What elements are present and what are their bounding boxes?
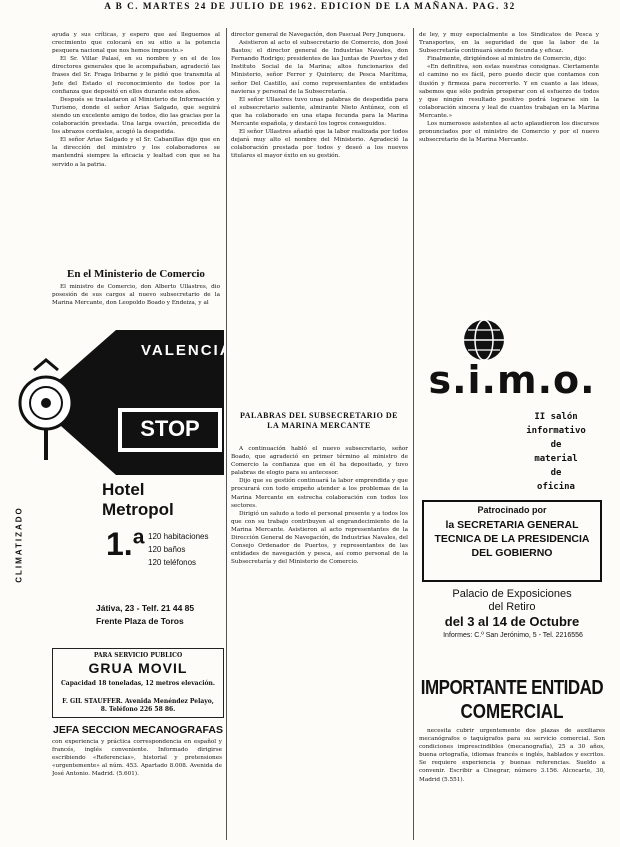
simo-line: II salón xyxy=(534,412,578,422)
simo-sponsor-box xyxy=(422,500,602,582)
sponsor-label: Patrocinado por xyxy=(477,505,547,515)
paragraph: Asistieron al acto el subsecretario de Comercio, don José Bastos; el director general de Industrias Navales, don Fernando Rodrigo; presidentes de las Juntas de Puertos y del Instituto Social de la Marina; altos funcionarios del Ministerio, señor Ferrer y Quintero; de Pesca Marítima, señor Del Castillo, así como representantes de entidades navieras y personal de la Subsecretaría. xyxy=(231,40,408,95)
comercio-text xyxy=(52,283,220,317)
simo-lines xyxy=(506,410,606,494)
paragraph: A continuación habló el nuevo subsecretario, señor Boado, que agradeció en primer término al ministro de Comercio la confianza que en él ha depositado, y tuvo palabras de elogio para su antecesor. xyxy=(231,446,408,477)
stop-label: STOP xyxy=(140,416,200,441)
entidad-title1: IMPORTANTE ENTIDAD xyxy=(420,676,604,699)
city-label: VALENCIA xyxy=(141,342,233,359)
paragraph: El señor Ullastres añadió que la labor realizada por todos dejará muy alto el nombre del Ministerio. Agradeció la colaboración prestada por todos y deseó a los nuevos titulares el mayor éxito en su gestión. xyxy=(231,129,408,160)
paragraph: El Sr. Villar Palasí, en su nombre y en el de los directores generales que le acompañaban, agradeció las frases del Sr. Fraga Iribarne y le pidió que transmita al Jefe del Estado el reconocimiento de todos por la confianza que depositó en ellos durante estos años. xyxy=(52,56,220,95)
feature-item: 120 habitaciones xyxy=(148,532,209,541)
palabras-headline: PALABRAS DEL SUBSECRETARIO DE LA MARINA MERCANTE xyxy=(239,411,398,430)
paragraph: Dijo que su gestión continuará la labor emprendida y que procurará con todo empeño atender a los problemas de la Marina Mercante en estrecha colaboración con todos los sectores. xyxy=(231,478,408,509)
column-rule xyxy=(226,28,227,840)
feature-item: 120 teléfonos xyxy=(148,558,197,567)
paragraph: El señor Arias Salgado y el Sr. Cabanillas dijo que en la dirección del ministro y los colaboradores se mantendrá siempre la eficacia y lealtad con que se ha servido a la patria. xyxy=(52,137,220,168)
paragraph: El señor Ullastres tuvo unas palabras de despedida para el subsecretario saliente, almirante Nieto Antúnez, con el que ha colaborado en una etapa fecunda para la Marina Mercante española, y destacó los logros conseguidos. xyxy=(231,96,408,128)
hotel-name: Hotel Metropol xyxy=(102,480,174,519)
palabras-text xyxy=(231,445,408,840)
grua-name: GRUA MOVIL xyxy=(88,660,188,676)
paragraph: necesita cubrir urgentemente dos plazas de auxiliares mecanógrafos o taquígrafos para su servicio comercial. Son condiciones imprescindibles (mecanografía), 25 a 30 años, buena ortografía, idiomas francés e inglés, hablados y escritos. Se requiere experiencia y buenas referencias. Sueldo a convenir. Escribir a Cinegrar, número 3.156. Alcocarte, 30, Madrid (5.551). xyxy=(419,728,605,783)
simo-line: material xyxy=(534,454,578,464)
paragraph: Finalmente, dirigiéndose al ministro de Comercio, dijo: xyxy=(427,56,587,63)
paragraph: Los numerosos asistentes al acto aplaudieron los discursos pronunciados por el ministro de Comercio y por el nuevo subsecretario de la Marina Mercante. xyxy=(419,121,599,144)
paragraph: Dirigió un saludo a todo el personal presente y a todos los que con su trabajo contribuyen al engrandecimiento de la Marina Mercante. Asistieron al acto representantes de la Dirección General de Navegación, de Industrias Navales, del Consejo Ordenador de Puertos, y representantes de las entidades de navegación y pesca, así como personal de la Subsecretaría y del Ministerio de Comercio. xyxy=(231,510,408,566)
paragraph: director general de Navegación, don Pascual Pery Junquera. xyxy=(231,32,406,38)
climatizado-label: CLIMATIZADO xyxy=(14,506,24,583)
hotel-category: 1.ª xyxy=(106,526,145,562)
hotel-features xyxy=(148,530,209,569)
jefa-title: JEFA SECCION MECANOGRAFAS xyxy=(53,724,223,736)
hotel-metropol-ad xyxy=(6,330,233,630)
simo-line: informativo xyxy=(526,426,586,436)
venue-line1: Palacio de Exposiciones xyxy=(452,588,572,600)
comercio-headline: En el Ministerio de Comercio xyxy=(67,268,205,280)
simo-line: de xyxy=(550,440,562,450)
entidad-title2: COMERCIAL xyxy=(460,700,564,723)
paragraph: El ministro de Comercio, don Alberto Ullastres, dio posesión de sus cargos al nuevo subsecretario de la Marina Mercante, don Leopoldo Boado y Endeiza, y al xyxy=(52,284,220,307)
simo-dates: del 3 al 14 de Octubre xyxy=(444,614,580,629)
sponsor-name: la SECRETARIA GENERAL TECNICA DE LA PRESIDENCIA DEL GOBIERNO xyxy=(434,519,590,559)
hotel-address: Játiva, 23 - Telf. 21 44 85 xyxy=(96,603,195,613)
simo-line: de xyxy=(550,468,562,478)
column-2-text xyxy=(231,31,408,397)
simo-info: Informes: C.º San Jerónimo, 5 - Tel. 2216556 xyxy=(443,632,583,639)
page-header: A B C. MARTES 24 DE JULIO DE 1962. EDICION DE LA MAÑANA. PAG. 32 xyxy=(104,1,516,11)
simo-line: oficina xyxy=(537,482,575,492)
globe-icon xyxy=(462,318,506,362)
column-3-text xyxy=(419,31,599,312)
paragraph: con experiencia y práctica correspondencia en español y francés, inglés conveniente. Informado dirigirse escribiendo «Referencias», historial y pretensiones «urgentemente» al núm. 453. Apartado 8.008. Avenida de José Antonio. Madrid. (5.601). xyxy=(52,739,222,778)
venue-line2: del Retiro xyxy=(488,601,536,613)
simo-logo: s.i.m.o. xyxy=(428,358,596,402)
grua-capacity: Capacidad 18 toneladas, 12 metros elevación. xyxy=(61,680,215,687)
paragraph: de ley, y muy especialmente a los Sindicatos de Pesca y Transportes, en la seguridad de que la labor de la Subsecretaría continuará siendo fecunda y eficaz. xyxy=(419,32,599,55)
entidad-text xyxy=(419,727,605,842)
grua-contact: F. GIL STAUFFER. Avenida Menéndez Pelayo, 8. Teléfono 226 58 86. xyxy=(62,698,214,713)
hotel-location: Frente Plaza de Toros xyxy=(96,616,184,626)
jefa-text xyxy=(52,738,222,798)
feature-item: 120 baños xyxy=(148,545,186,554)
column-1-text xyxy=(52,31,220,267)
paragraph: ayuda y sus críticas, y espero que así lleguemos al crecimiento que colocará en su sitio a la potencia pesquera nacional que nos hemos impuesto.» xyxy=(52,32,220,55)
paragraph: Después se trasladaron al Ministerio de Información y Turismo, donde el señor Arias Salgado, que seguirá siendo un excelente amigo de todos, dio las gracias por la colaboración prestada. Una larga ovación, precedida de los abrazos cordiales, acogió la despedida. xyxy=(52,96,220,136)
paragraph: «En definitiva, son estas nuestras consignas. Ciertamente el camino no es fácil, pero puedo decir que contamos con ilusión y firmeza para recorrerlo. Y en cuanto a las ideas, sabemos que sólo podrán prosperar con el esfuerzo de todos y que ningún resultado positivo podrá lograrse sin la colaboración sincera y leal de cuantos trabajan en la Marina Mercante.» xyxy=(419,64,599,119)
grua-movil-ad xyxy=(52,648,224,718)
simo-ad xyxy=(416,318,610,688)
grua-line1: PARA SERVICIO PUBLICO xyxy=(93,652,183,659)
